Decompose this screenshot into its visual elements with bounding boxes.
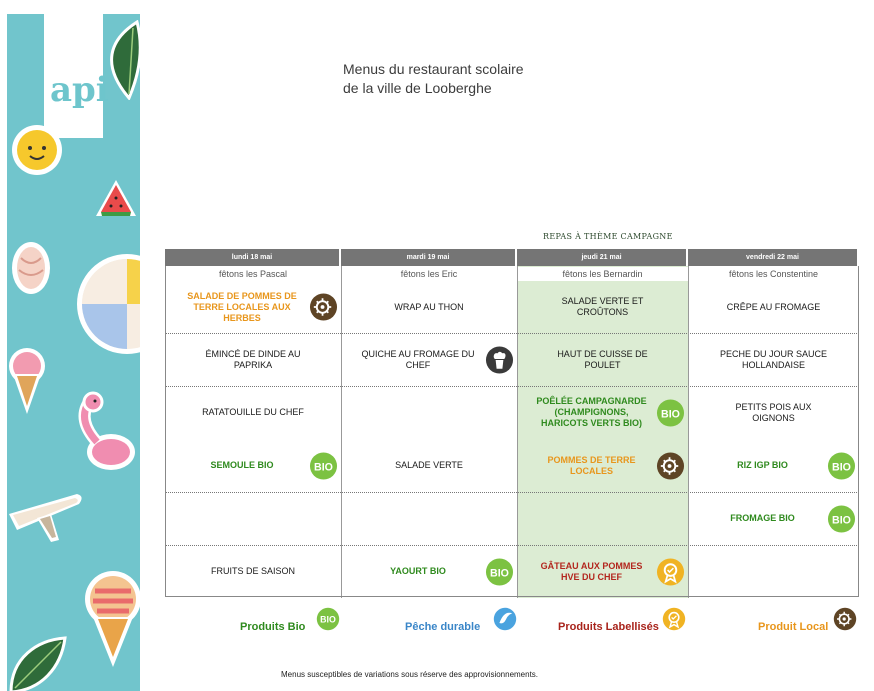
svg-text:BIO: BIO — [832, 513, 851, 526]
shell-icon — [9, 238, 53, 298]
saint-of-day: fêtons les Constentine — [688, 267, 859, 281]
logo: api — [50, 70, 109, 110]
title-line-2: de la ville de Looberghe — [343, 80, 492, 96]
dish-name: POMMES DE TERRE LOCALES — [547, 454, 636, 476]
flamingo-icon — [75, 390, 137, 478]
dish-name: RATATOUILLE DU CHEF — [202, 407, 304, 417]
grid-frame — [165, 266, 859, 597]
dish-name: SEMOULE BIO — [210, 460, 274, 470]
svg-text:BIO: BIO — [661, 407, 680, 420]
sun-icon — [7, 114, 71, 184]
svg-text:BIO: BIO — [832, 460, 851, 473]
title-line-1: Menus du restaurant scolaire — [343, 61, 524, 77]
decorative-strip — [7, 14, 140, 691]
dish-name: RIZ IGP BIO — [737, 460, 788, 470]
dish-name: FROMAGE BIO — [730, 513, 795, 523]
dish-name: SALADE VERTE — [395, 460, 463, 470]
day-header: lundi 18 mai — [165, 249, 341, 266]
dish-name: PETITS POIS AUX OIGNONS — [735, 401, 812, 423]
saint-of-day: fêtons les Eric — [341, 267, 517, 281]
legend-label: Produits Labellisés — [558, 621, 659, 633]
saint-of-day: fêtons les Pascal — [165, 267, 341, 281]
legend-label: Produit Local — [758, 621, 829, 633]
legend-label: Produits Bio — [240, 621, 306, 633]
dish-name: POÊLÉE CAMPAGNARDE (CHAMPIGNONS, HARICOTS VERTS BIO) — [536, 396, 647, 428]
svg-text:BIO: BIO — [314, 460, 333, 473]
day-header: mardi 19 mai — [341, 249, 517, 266]
day-header: vendredi 22 mai — [688, 249, 859, 266]
svg-text:BIO: BIO — [490, 566, 509, 579]
dish-name: ÉMINCÉ DE DINDE AU PAPRIKA — [205, 348, 301, 370]
dish-name: SALADE DE POMMES DE TERRE LOCALES AUX HERBES — [187, 290, 297, 323]
theme-label: REPAS À THÈME CAMPAGNE — [543, 232, 673, 241]
fish-icon — [493, 607, 517, 631]
dish-name: SALADE VERTE ET CROÛTONS — [561, 296, 644, 317]
dish-name: QUICHE AU FROMAGE DU CHEF — [361, 348, 475, 370]
label-icon — [662, 607, 686, 631]
airplane-icon — [7, 484, 87, 554]
striped-ice-cream-icon — [81, 569, 140, 669]
page-title — [343, 60, 524, 98]
dish-name: GÂTEAU AUX POMMES HVE DU CHEF — [540, 560, 643, 582]
dish-name: HAUT DE CUISSE DE POULET — [557, 348, 648, 370]
saint-of-day: fêtons les Bernardin — [517, 267, 688, 281]
dish-name: YAOURT BIO — [390, 566, 446, 576]
dish-name: FRUITS DE SAISON — [210, 566, 295, 576]
watermelon-icon — [92, 176, 140, 224]
dish-name: PECHE DU JOUR SAUCE HOLLANDAISE — [719, 348, 827, 370]
beach-ball-icon — [75, 252, 140, 358]
day-header: jeudi 21 mai — [517, 249, 688, 266]
local-product-icon — [833, 607, 857, 631]
leaf-icon — [99, 20, 140, 100]
dish-name: WRAP AU THON — [394, 301, 464, 312]
ice-cream-icon — [7, 344, 51, 418]
bio-icon — [316, 607, 340, 631]
legend-label: Pêche durable — [405, 621, 481, 633]
menu-grid — [165, 249, 859, 598]
footnote: Menus susceptibles de variations sous réserve des approvisionnements. — [281, 670, 539, 679]
bottom-leaf-icon — [7, 634, 67, 691]
dish-name: CRÊPE AU FROMAGE — [726, 301, 821, 312]
svg-text:BIO: BIO — [320, 614, 336, 625]
